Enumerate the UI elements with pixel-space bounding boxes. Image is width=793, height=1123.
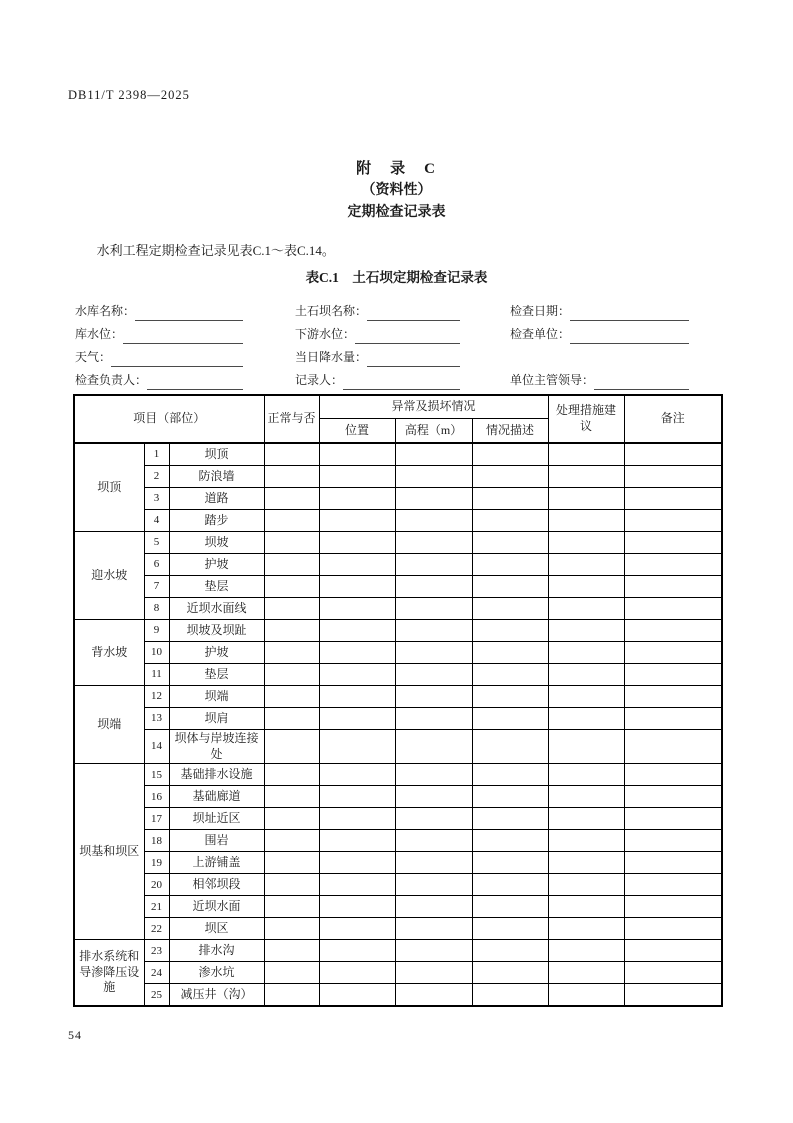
blank-cell	[319, 786, 395, 808]
blank-cell	[264, 852, 319, 874]
table-row	[74, 488, 722, 510]
blank-cell	[395, 576, 472, 598]
blank-cell	[548, 984, 624, 1007]
blank-cell	[624, 962, 722, 984]
table-row	[74, 554, 722, 576]
blank-cell	[472, 808, 548, 830]
blank-cell	[264, 962, 319, 984]
blank-cell	[548, 940, 624, 962]
field-label: 库水位：	[75, 327, 124, 341]
blank-underline	[343, 373, 460, 390]
blank-cell	[624, 576, 722, 598]
item-part: 坝址近区	[169, 808, 264, 830]
col-header-item: 项目（部位）	[74, 395, 264, 443]
form-field	[510, 344, 723, 367]
blank-cell	[472, 510, 548, 532]
appendix-title-block	[0, 158, 793, 224]
appendix-subtitle: （资料性）	[361, 183, 432, 198]
blank-cell	[624, 686, 722, 708]
item-part: 上游铺盖	[169, 852, 264, 874]
item-number: 21	[144, 896, 169, 918]
appendix-heading: 定期检查记录表	[347, 205, 446, 220]
item-number: 18	[144, 830, 169, 852]
item-part: 坝坡及坝趾	[169, 620, 264, 642]
blank-cell	[264, 620, 319, 642]
blank-cell	[472, 940, 548, 962]
item-part: 护坡	[169, 642, 264, 664]
blank-underline	[594, 373, 689, 390]
table-row	[74, 962, 722, 984]
form-field	[295, 321, 510, 344]
blank-cell	[624, 708, 722, 730]
item-part: 渗水坑	[169, 962, 264, 984]
table-row	[74, 466, 722, 488]
blank-cell	[472, 874, 548, 896]
col-header-normal: 正常与否	[264, 395, 319, 443]
group-label: 排水系统和导渗降压设施	[74, 940, 144, 1007]
blank-cell	[395, 554, 472, 576]
blank-cell	[548, 576, 624, 598]
item-number: 9	[144, 620, 169, 642]
table-row	[74, 874, 722, 896]
form-field	[295, 298, 510, 321]
item-part: 坝顶	[169, 443, 264, 466]
form-field	[75, 298, 295, 321]
blank-cell	[624, 874, 722, 896]
page-number: 54	[68, 1028, 82, 1042]
field-label: 单位主管领导：	[510, 373, 595, 387]
item-part: 相邻坝段	[169, 874, 264, 896]
blank-cell	[472, 466, 548, 488]
blank-cell	[548, 686, 624, 708]
group-label: 迎水坡	[74, 532, 144, 620]
blank-cell	[472, 554, 548, 576]
blank-cell	[472, 730, 548, 764]
blank-cell	[319, 576, 395, 598]
item-number: 10	[144, 642, 169, 664]
blank-cell	[319, 918, 395, 940]
form-field	[75, 344, 295, 367]
item-number: 2	[144, 466, 169, 488]
item-part: 基础排水设施	[169, 764, 264, 786]
item-part: 坝区	[169, 918, 264, 940]
blank-cell	[548, 642, 624, 664]
blank-cell	[264, 874, 319, 896]
blank-cell	[319, 962, 395, 984]
blank-cell	[264, 443, 319, 466]
blank-cell	[264, 764, 319, 786]
blank-cell	[548, 466, 624, 488]
blank-cell	[624, 940, 722, 962]
blank-underline	[147, 373, 243, 390]
blank-cell	[395, 918, 472, 940]
blank-cell	[319, 532, 395, 554]
blank-cell	[319, 443, 395, 466]
blank-cell	[395, 984, 472, 1007]
field-label: 检查单位：	[510, 327, 571, 341]
blank-cell	[548, 764, 624, 786]
col-header-abnormal-group: 异常及损坏情况	[319, 395, 548, 419]
blank-cell	[395, 664, 472, 686]
form-field	[510, 367, 723, 390]
blank-cell	[395, 896, 472, 918]
blank-cell	[395, 510, 472, 532]
blank-cell	[319, 620, 395, 642]
item-number: 23	[144, 940, 169, 962]
form-field	[510, 321, 723, 344]
blank-cell	[319, 554, 395, 576]
item-number: 15	[144, 764, 169, 786]
field-label: 天气：	[75, 350, 112, 364]
item-number: 14	[144, 730, 169, 764]
blank-cell	[395, 443, 472, 466]
blank-cell	[472, 598, 548, 620]
blank-underline	[570, 304, 689, 321]
blank-cell	[624, 730, 722, 764]
blank-cell	[548, 620, 624, 642]
col-header-measures: 处理措施建议	[548, 395, 624, 443]
blank-cell	[624, 764, 722, 786]
blank-cell	[472, 918, 548, 940]
blank-cell	[624, 443, 722, 466]
blank-cell	[319, 642, 395, 664]
blank-cell	[472, 620, 548, 642]
table-row	[74, 830, 722, 852]
blank-cell	[624, 786, 722, 808]
table-row	[74, 918, 722, 940]
blank-cell	[548, 730, 624, 764]
blank-cell	[472, 443, 548, 466]
field-label: 水库名称：	[75, 304, 136, 318]
blank-cell	[624, 808, 722, 830]
blank-underline	[367, 350, 460, 367]
blank-cell	[472, 664, 548, 686]
blank-cell	[548, 852, 624, 874]
blank-cell	[264, 532, 319, 554]
blank-cell	[548, 918, 624, 940]
blank-underline	[570, 327, 689, 344]
table-row	[74, 852, 722, 874]
form-field	[295, 344, 510, 367]
blank-cell	[472, 896, 548, 918]
table-row	[74, 620, 722, 642]
group-label: 坝端	[74, 686, 144, 764]
blank-cell	[472, 764, 548, 786]
blank-cell	[472, 488, 548, 510]
table-row	[74, 664, 722, 686]
table-row	[74, 510, 722, 532]
blank-cell	[624, 488, 722, 510]
blank-cell	[624, 598, 722, 620]
blank-cell	[264, 730, 319, 764]
table-row	[74, 708, 722, 730]
blank-cell	[624, 642, 722, 664]
blank-cell	[395, 642, 472, 664]
blank-cell	[472, 576, 548, 598]
table-row	[74, 443, 722, 466]
blank-cell	[624, 852, 722, 874]
blank-cell	[319, 510, 395, 532]
blank-cell	[624, 896, 722, 918]
item-part: 坝坡	[169, 532, 264, 554]
blank-cell	[472, 642, 548, 664]
blank-cell	[319, 764, 395, 786]
blank-underline	[123, 327, 243, 344]
table-caption: 表C.1 土石坝定期检查记录表	[305, 270, 488, 285]
table-row	[74, 984, 722, 1007]
blank-underline	[367, 304, 460, 321]
field-label: 检查负责人：	[75, 373, 148, 387]
blank-cell	[395, 488, 472, 510]
blank-cell	[395, 708, 472, 730]
item-part: 护坡	[169, 554, 264, 576]
blank-cell	[264, 984, 319, 1007]
table-row	[74, 532, 722, 554]
blank-cell	[548, 786, 624, 808]
blank-cell	[548, 598, 624, 620]
item-part: 坝端	[169, 686, 264, 708]
blank-cell	[319, 466, 395, 488]
blank-cell	[624, 664, 722, 686]
blank-underline	[111, 350, 243, 367]
blank-cell	[395, 874, 472, 896]
item-part: 近坝水面	[169, 896, 264, 918]
table-row	[74, 808, 722, 830]
table-row	[74, 576, 722, 598]
blank-cell	[472, 708, 548, 730]
item-number: 5	[144, 532, 169, 554]
blank-cell	[319, 598, 395, 620]
blank-cell	[548, 708, 624, 730]
blank-cell	[548, 443, 624, 466]
item-part: 围岩	[169, 830, 264, 852]
blank-cell	[264, 598, 319, 620]
blank-cell	[548, 488, 624, 510]
blank-cell	[319, 896, 395, 918]
group-label: 坝基和坝区	[74, 764, 144, 940]
item-part: 坝肩	[169, 708, 264, 730]
form-header-fields	[75, 298, 723, 390]
col-header-elevation: 高程（m）	[395, 419, 472, 444]
blank-cell	[548, 808, 624, 830]
blank-cell	[472, 984, 548, 1007]
item-number: 3	[144, 488, 169, 510]
blank-cell	[395, 786, 472, 808]
item-number: 11	[144, 664, 169, 686]
blank-cell	[624, 918, 722, 940]
blank-cell	[624, 620, 722, 642]
item-number: 20	[144, 874, 169, 896]
blank-cell	[548, 896, 624, 918]
blank-cell	[264, 830, 319, 852]
blank-cell	[319, 830, 395, 852]
blank-cell	[395, 962, 472, 984]
form-field	[75, 367, 295, 390]
item-part: 道路	[169, 488, 264, 510]
item-number: 24	[144, 962, 169, 984]
blank-cell	[395, 686, 472, 708]
item-part: 坝体与岸坡连接处	[169, 730, 264, 764]
blank-cell	[472, 852, 548, 874]
table-row	[74, 686, 722, 708]
item-part: 垫层	[169, 664, 264, 686]
blank-cell	[319, 940, 395, 962]
item-part: 减压井（沟）	[169, 984, 264, 1007]
form-field	[75, 321, 295, 344]
blank-cell	[264, 940, 319, 962]
table-header-row-1	[74, 395, 722, 419]
field-label: 土石坝名称：	[295, 304, 368, 318]
blank-cell	[319, 874, 395, 896]
intro-paragraph: 水利工程定期检查记录见表C.1～表C.14。	[96, 243, 335, 258]
blank-cell	[319, 730, 395, 764]
item-number: 17	[144, 808, 169, 830]
blank-cell	[548, 554, 624, 576]
blank-cell	[264, 466, 319, 488]
item-number: 16	[144, 786, 169, 808]
blank-cell	[319, 808, 395, 830]
blank-cell	[624, 554, 722, 576]
group-label: 坝顶	[74, 443, 144, 532]
blank-cell	[395, 532, 472, 554]
form-field	[295, 367, 510, 390]
item-number: 22	[144, 918, 169, 940]
blank-cell	[319, 852, 395, 874]
blank-cell	[395, 466, 472, 488]
item-number: 6	[144, 554, 169, 576]
table-row	[74, 896, 722, 918]
blank-cell	[395, 808, 472, 830]
item-number: 7	[144, 576, 169, 598]
table-row	[74, 598, 722, 620]
blank-cell	[624, 510, 722, 532]
blank-cell	[264, 576, 319, 598]
blank-cell	[319, 708, 395, 730]
item-number: 13	[144, 708, 169, 730]
item-part: 排水沟	[169, 940, 264, 962]
blank-underline	[355, 327, 460, 344]
blank-cell	[548, 830, 624, 852]
blank-cell	[264, 896, 319, 918]
blank-cell	[548, 874, 624, 896]
blank-cell	[264, 642, 319, 664]
col-header-location: 位置	[319, 419, 395, 444]
blank-cell	[319, 686, 395, 708]
table-row	[74, 642, 722, 664]
blank-cell	[264, 708, 319, 730]
blank-cell	[624, 830, 722, 852]
item-number: 25	[144, 984, 169, 1007]
field-label: 检查日期：	[510, 304, 571, 318]
blank-cell	[264, 786, 319, 808]
table-row	[74, 786, 722, 808]
item-number: 19	[144, 852, 169, 874]
form-field	[510, 298, 723, 321]
field-label: 当日降水量：	[295, 350, 368, 364]
blank-cell	[395, 730, 472, 764]
appendix-title: 附 录 C	[356, 161, 437, 177]
blank-cell	[624, 532, 722, 554]
blank-cell	[264, 664, 319, 686]
blank-cell	[319, 984, 395, 1007]
blank-cell	[472, 962, 548, 984]
blank-cell	[395, 852, 472, 874]
blank-cell	[472, 786, 548, 808]
blank-cell	[264, 686, 319, 708]
blank-cell	[395, 764, 472, 786]
blank-cell	[472, 532, 548, 554]
item-number: 1	[144, 443, 169, 466]
inspection-record-table	[73, 394, 723, 1007]
item-part: 垫层	[169, 576, 264, 598]
blank-cell	[395, 830, 472, 852]
blank-cell	[395, 620, 472, 642]
blank-cell	[548, 962, 624, 984]
item-number: 12	[144, 686, 169, 708]
standard-number: DB11/T 2398—2025	[68, 88, 190, 102]
col-header-description: 情况描述	[472, 419, 548, 444]
item-part: 踏步	[169, 510, 264, 532]
item-part: 近坝水面线	[169, 598, 264, 620]
blank-cell	[395, 598, 472, 620]
blank-cell	[319, 664, 395, 686]
item-number: 8	[144, 598, 169, 620]
blank-cell	[624, 984, 722, 1007]
blank-cell	[395, 940, 472, 962]
blank-underline	[135, 304, 243, 321]
blank-cell	[472, 686, 548, 708]
group-label: 背水坡	[74, 620, 144, 686]
item-part: 基础廊道	[169, 786, 264, 808]
blank-cell	[264, 488, 319, 510]
field-label: 记录人：	[295, 373, 344, 387]
field-label: 下游水位：	[295, 327, 356, 341]
item-part: 防浪墙	[169, 466, 264, 488]
blank-cell	[319, 488, 395, 510]
blank-cell	[624, 466, 722, 488]
table-row	[74, 940, 722, 962]
blank-cell	[264, 510, 319, 532]
table-row	[74, 764, 722, 786]
col-header-remarks: 备注	[624, 395, 722, 443]
blank-cell	[264, 808, 319, 830]
item-number: 4	[144, 510, 169, 532]
table-row	[74, 730, 722, 764]
blank-cell	[548, 532, 624, 554]
blank-cell	[472, 830, 548, 852]
blank-cell	[548, 664, 624, 686]
blank-cell	[264, 918, 319, 940]
blank-cell	[548, 510, 624, 532]
blank-cell	[264, 554, 319, 576]
